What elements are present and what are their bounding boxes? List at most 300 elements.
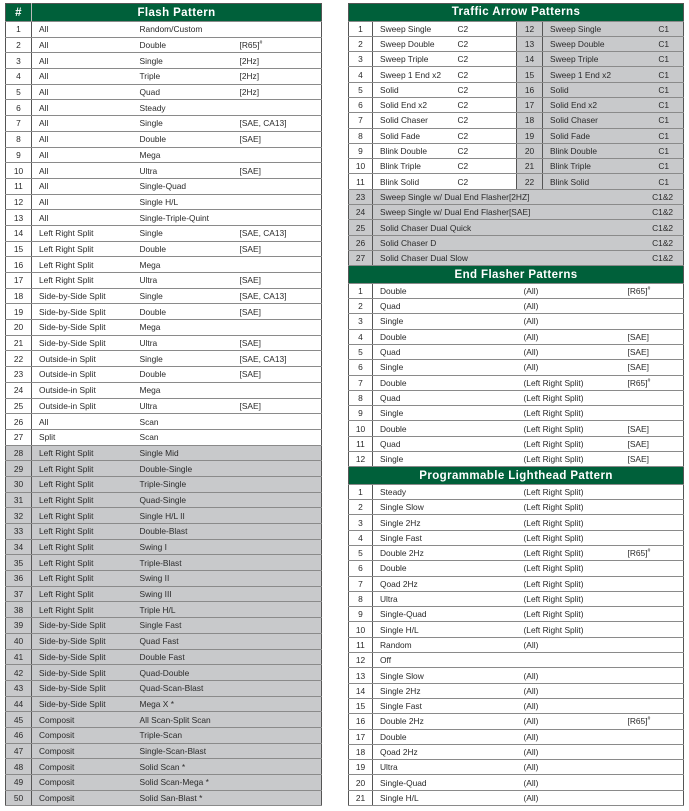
flash-pattern-row (6, 241, 322, 257)
pattern-cell: Sweep Triple (373, 52, 451, 67)
traffic-arrow-row (349, 113, 684, 128)
note-cell (233, 367, 322, 383)
zone-cell: All (32, 116, 133, 132)
zone-cell: (Left Right Split) (517, 576, 621, 591)
circuit-cell: C1 (621, 128, 684, 143)
row-number: 2 (349, 299, 373, 314)
circuit-cell: C2 (451, 36, 517, 51)
row-number: 7 (349, 113, 373, 128)
zone-cell: Composit (32, 743, 133, 759)
flash-pattern-row (6, 571, 322, 587)
pattern-cell: Single H/L II (133, 508, 233, 524)
note-cell (233, 696, 322, 712)
traffic-arrow-row (349, 82, 684, 97)
zone-cell (517, 653, 621, 668)
row-number: 43 (6, 680, 32, 696)
zone-cell: (All) (517, 714, 621, 729)
footnote-mark: # (647, 548, 651, 555)
note-cell (233, 759, 322, 775)
row-number: 2 (6, 37, 32, 53)
zone-cell: (All) (517, 360, 621, 375)
flash-pattern-row (6, 539, 322, 555)
row-number: 6 (6, 100, 32, 116)
pattern-cell: Double (373, 375, 517, 390)
note-text: [SAE] (239, 369, 261, 380)
pattern-cell: Blink Triple (373, 159, 451, 174)
zone-cell: Composit (32, 759, 133, 775)
pattern-cell: Ultra (373, 591, 517, 606)
row-number: 20 (517, 143, 543, 158)
row-number: 15 (349, 698, 373, 713)
traffic-arrow-dual-row (349, 250, 684, 265)
flash-pattern-row (6, 602, 322, 618)
row-number: 3 (349, 314, 373, 329)
note-cell (233, 194, 322, 210)
circuit-cell: C1&2 (621, 205, 684, 220)
note-text: [SAE] (239, 275, 261, 286)
row-number: 4 (349, 329, 373, 344)
pattern-cell: Ultra (133, 335, 233, 351)
zone-cell: All (32, 178, 133, 194)
note-cell (621, 546, 684, 561)
flash-pattern-row (6, 586, 322, 602)
traffic-arrow-row (349, 143, 684, 158)
row-number: 37 (6, 586, 32, 602)
end-flasher-row (349, 452, 684, 467)
row-number: 19 (517, 128, 543, 143)
note-cell (233, 555, 322, 571)
flash-pattern-row (6, 178, 322, 194)
row-number: 8 (349, 128, 373, 143)
pattern-cell: Solid Fade (543, 128, 621, 143)
note-cell (621, 484, 684, 499)
row-number: 32 (6, 508, 32, 524)
lighthead-row (349, 546, 684, 561)
note-cell (621, 421, 684, 436)
note-cell (233, 53, 322, 69)
row-number: 13 (517, 36, 543, 51)
pattern-cell: Sweep Single w/ Dual End Flasher[SAE] (373, 205, 621, 220)
note-cell (621, 329, 684, 344)
note-text: [R65] (627, 377, 648, 388)
pattern-cell: Quad-Scan-Blast (133, 680, 233, 696)
pattern-cell: Solid (373, 82, 451, 97)
end-flasher-row (349, 299, 684, 314)
pattern-cell: Solid San-Blast * (133, 790, 233, 806)
flash-pattern-row (6, 257, 322, 273)
note-cell (233, 665, 322, 681)
row-number: 15 (517, 67, 543, 82)
zone-cell: (All) (517, 637, 621, 652)
lighthead-row (349, 653, 684, 668)
flash-pattern-row (6, 445, 322, 461)
row-number: 14 (517, 52, 543, 67)
zone-cell: (All) (517, 314, 621, 329)
row-number: 8 (6, 131, 32, 147)
zone-cell: All (32, 163, 133, 179)
flash-pattern-row (6, 84, 322, 100)
flash-pattern-row (6, 210, 322, 226)
pattern-cell: Steady (373, 484, 517, 499)
pattern-cell: Sweep Single (373, 21, 451, 36)
circuit-cell: C1 (621, 159, 684, 174)
row-number: 4 (6, 69, 32, 85)
flash-pattern-row (6, 116, 322, 132)
note-text: [SAE] (239, 134, 261, 145)
row-number: 6 (349, 360, 373, 375)
flash-pattern-row (6, 476, 322, 492)
note-cell (233, 633, 322, 649)
note-cell (233, 492, 322, 508)
zone-cell: All (32, 131, 133, 147)
note-cell (621, 591, 684, 606)
pattern-cell: Double (373, 329, 517, 344)
row-number: 7 (6, 116, 32, 132)
flash-pattern-row (6, 618, 322, 634)
note-cell (233, 445, 322, 461)
row-number: 24 (349, 205, 373, 220)
note-text: [SAE] (239, 243, 261, 254)
pattern-cell: Single H/L (373, 790, 517, 805)
note-cell (621, 790, 684, 805)
row-number: 20 (6, 320, 32, 336)
circuit-cell: C2 (451, 52, 517, 67)
row-number: 5 (349, 546, 373, 561)
row-number: 18 (6, 288, 32, 304)
row-number: 28 (6, 445, 32, 461)
row-number: 10 (349, 159, 373, 174)
traffic-arrow-row (349, 97, 684, 112)
row-number: 31 (6, 492, 32, 508)
zone-cell: (Left Right Split) (517, 515, 621, 530)
traffic-arrow-row (349, 52, 684, 67)
flash-pattern-row (6, 100, 322, 116)
pattern-cell: Quad (373, 390, 517, 405)
row-number: 21 (349, 790, 373, 805)
zone-cell: Side-by-Side Split (32, 304, 133, 320)
traffic-arrow-row (349, 159, 684, 174)
row-number: 16 (349, 714, 373, 729)
lighthead-row (349, 484, 684, 499)
row-number: 17 (517, 97, 543, 112)
note-cell (621, 314, 684, 329)
note-cell (233, 100, 322, 116)
zone-cell: Side-by-Side Split (32, 680, 133, 696)
zone-cell: Outside-in Split (32, 382, 133, 398)
pattern-cell: Blink Triple (543, 159, 621, 174)
zone-cell: Side-by-Side Split (32, 649, 133, 665)
zone-cell: (Left Right Split) (517, 452, 621, 467)
pattern-cell: Quad-Single (133, 492, 233, 508)
note-cell (233, 539, 322, 555)
row-number: 41 (6, 649, 32, 665)
flash-pattern-row (6, 461, 322, 477)
zone-cell: Side-by-Side Split (32, 288, 133, 304)
row-number: 20 (349, 775, 373, 790)
pattern-cell: Double (133, 304, 233, 320)
zone-cell: All (32, 147, 133, 163)
pattern-cell: Double (133, 37, 233, 53)
row-number: 5 (6, 84, 32, 100)
zone-cell: All (32, 37, 133, 53)
zone-cell: Composit (32, 775, 133, 791)
end-flasher-row (349, 344, 684, 359)
note-cell (621, 406, 684, 421)
circuit-cell: C1 (621, 36, 684, 51)
flash-pattern-row (6, 680, 322, 696)
row-number: 13 (6, 210, 32, 226)
pattern-cell: Single (133, 53, 233, 69)
zone-cell: Left Right Split (32, 445, 133, 461)
flash-pattern-row (6, 147, 322, 163)
zone-cell: (All) (517, 698, 621, 713)
note-text: [SAE, CA13] (239, 291, 287, 302)
row-number: 12 (349, 452, 373, 467)
row-number: 2 (349, 36, 373, 51)
row-number: 7 (349, 375, 373, 390)
row-number: 7 (349, 576, 373, 591)
row-number: 5 (349, 344, 373, 359)
traffic-arrow-row (349, 128, 684, 143)
note-cell (233, 273, 322, 289)
pattern-cell: Single-Quad (133, 178, 233, 194)
row-number: 49 (6, 775, 32, 791)
pattern-cell: Double (373, 561, 517, 576)
pattern-cell: Single (373, 406, 517, 421)
zone-cell: (Left Right Split) (517, 561, 621, 576)
note-text: [SAE] (239, 165, 261, 176)
pattern-cell: Single (373, 452, 517, 467)
traffic-arrow-title: Traffic Arrow Patterns (349, 4, 684, 22)
traffic-arrow-row (349, 36, 684, 51)
circuit-cell: C1 (621, 143, 684, 158)
flash-pattern-row (6, 712, 322, 728)
row-number: 50 (6, 790, 32, 806)
zone-cell: (All) (517, 760, 621, 775)
note-cell (621, 436, 684, 451)
note-text: [R65] (627, 548, 648, 559)
pattern-cell: Double (133, 367, 233, 383)
note-cell (621, 561, 684, 576)
zone-cell: (Left Right Split) (517, 500, 621, 515)
flash-pattern-row (6, 37, 322, 53)
flash-pattern-row (6, 320, 322, 336)
row-number: 6 (349, 97, 373, 112)
note-cell (621, 500, 684, 515)
pattern-cell: Mega (133, 257, 233, 273)
pattern-cell: Scan (133, 429, 233, 445)
lighthead-row (349, 760, 684, 775)
row-number: 17 (349, 729, 373, 744)
circuit-cell: C2 (451, 21, 517, 36)
lighthead-row (349, 790, 684, 805)
pattern-cell: Sweep Triple (543, 52, 621, 67)
note-cell (233, 602, 322, 618)
note-cell (233, 335, 322, 351)
end-flasher-row (349, 436, 684, 451)
flash-pattern-row (6, 429, 322, 445)
row-number: 9 (349, 406, 373, 421)
row-number: 47 (6, 743, 32, 759)
zone-cell: Left Right Split (32, 586, 133, 602)
pattern-cell: Scan (133, 414, 233, 430)
zone-cell: (All) (517, 299, 621, 314)
row-number: 18 (349, 744, 373, 759)
note-cell (621, 360, 684, 375)
note-cell (233, 69, 322, 85)
row-number: 48 (6, 759, 32, 775)
row-number: 18 (517, 113, 543, 128)
zone-cell: (Left Right Split) (517, 622, 621, 637)
pattern-cell: Mega X * (133, 696, 233, 712)
circuit-cell: C2 (451, 97, 517, 112)
lighthead-row (349, 576, 684, 591)
pattern-cell: Single (133, 225, 233, 241)
row-number: 10 (349, 622, 373, 637)
zone-cell: Outside-in Split (32, 398, 133, 414)
zone-cell: All (32, 53, 133, 69)
note-cell (233, 288, 322, 304)
row-number: 11 (349, 174, 373, 189)
zone-cell: Composit (32, 790, 133, 806)
row-number: 44 (6, 696, 32, 712)
lighthead-row (349, 637, 684, 652)
pattern-cell: Swing III (133, 586, 233, 602)
pattern-cell: Triple-Blast (133, 555, 233, 571)
row-number: 8 (349, 390, 373, 405)
zone-cell: Left Right Split (32, 492, 133, 508)
pattern-cell: Ultra (373, 760, 517, 775)
pattern-cell: Steady (133, 100, 233, 116)
zone-cell: All (32, 100, 133, 116)
note-cell (233, 414, 322, 430)
note-cell (233, 790, 322, 806)
zone-cell: All (32, 210, 133, 226)
traffic-arrow-dual-row (349, 235, 684, 250)
lighthead-row (349, 607, 684, 622)
footnote-mark: # (647, 716, 651, 723)
note-cell (233, 163, 322, 179)
note-cell (233, 320, 322, 336)
flash-pattern-title: Flash Pattern (32, 4, 322, 22)
row-number: 12 (349, 653, 373, 668)
zone-cell: (All) (517, 283, 621, 298)
flash-pattern-row (6, 53, 322, 69)
note-text: [2Hz] (239, 87, 260, 98)
row-number: 6 (349, 561, 373, 576)
traffic-arrow-dual-row (349, 205, 684, 220)
zone-cell: Outside-in Split (32, 351, 133, 367)
end-flasher-row (349, 390, 684, 405)
pattern-cell: Double 2Hz (373, 546, 517, 561)
row-number: 19 (6, 304, 32, 320)
circuit-cell: C2 (451, 128, 517, 143)
zone-cell: (Left Right Split) (517, 375, 621, 390)
row-number: 5 (349, 82, 373, 97)
flash-pattern-row (6, 727, 322, 743)
flash-pattern-row (6, 633, 322, 649)
row-number: 35 (6, 555, 32, 571)
note-cell (621, 637, 684, 652)
note-cell (233, 116, 322, 132)
lighthead-row (349, 744, 684, 759)
row-number: 45 (6, 712, 32, 728)
note-cell (233, 775, 322, 791)
pattern-cell: Swing I (133, 539, 233, 555)
zone-cell: Side-by-Side Split (32, 665, 133, 681)
end-flasher-row (349, 314, 684, 329)
zone-cell: Side-by-Side Split (32, 633, 133, 649)
note-cell (233, 84, 322, 100)
pattern-cell: Solid End x2 (373, 97, 451, 112)
traffic-arrow-header (349, 4, 684, 22)
row-number: 1 (349, 283, 373, 298)
note-text: [2Hz] (239, 71, 260, 82)
pattern-cell: Solid Chaser Dual Quick (373, 220, 621, 235)
right-tables (348, 3, 684, 806)
zone-cell: Side-by-Side Split (32, 696, 133, 712)
note-cell (233, 618, 322, 634)
flash-pattern-row (6, 335, 322, 351)
footnote-mark: # (259, 40, 263, 47)
row-number: 9 (349, 607, 373, 622)
pattern-cell: Solid End x2 (543, 97, 621, 112)
note-text: [SAE] (627, 438, 649, 449)
row-number: 13 (349, 668, 373, 683)
pattern-cell: Solid Chaser (373, 113, 451, 128)
zone-cell: (All) (517, 683, 621, 698)
note-cell (233, 257, 322, 273)
lighthead-row (349, 729, 684, 744)
circuit-cell: C1&2 (621, 220, 684, 235)
pattern-cell: Single Slow (373, 500, 517, 515)
note-text: [2Hz] (239, 55, 260, 66)
pattern-cell: Solid Scan-Mega * (133, 775, 233, 791)
row-number: 14 (349, 683, 373, 698)
zone-cell: (All) (517, 344, 621, 359)
traffic-arrow-row (349, 174, 684, 189)
zone-cell: Left Right Split (32, 241, 133, 257)
flash-pattern-row (6, 288, 322, 304)
row-number: 36 (6, 571, 32, 587)
pattern-cell: Solid Chaser Dual Slow (373, 250, 621, 265)
end-flasher-row (349, 421, 684, 436)
row-number: 14 (6, 225, 32, 241)
flash-pattern-row (6, 22, 322, 38)
pattern-cell: Single (133, 351, 233, 367)
row-number: 9 (349, 143, 373, 158)
flash-pattern-row (6, 367, 322, 383)
zone-cell: (Left Right Split) (517, 406, 621, 421)
note-text: [R65] (627, 716, 648, 727)
pattern-cell: Blink Solid (373, 174, 451, 189)
note-text: [R65] (627, 285, 648, 296)
note-cell (233, 178, 322, 194)
pattern-cell: Solid (543, 82, 621, 97)
flash-pattern-row (6, 69, 322, 85)
note-cell (233, 351, 322, 367)
row-number: 3 (349, 515, 373, 530)
circuit-cell: C1 (621, 97, 684, 112)
traffic-arrow-dual-row (349, 220, 684, 235)
zone-cell: (Left Right Split) (517, 607, 621, 622)
row-number: 21 (517, 159, 543, 174)
note-cell (233, 586, 322, 602)
pattern-cell: Double (373, 421, 517, 436)
note-cell (621, 683, 684, 698)
row-number: 19 (349, 760, 373, 775)
row-number: 25 (349, 220, 373, 235)
